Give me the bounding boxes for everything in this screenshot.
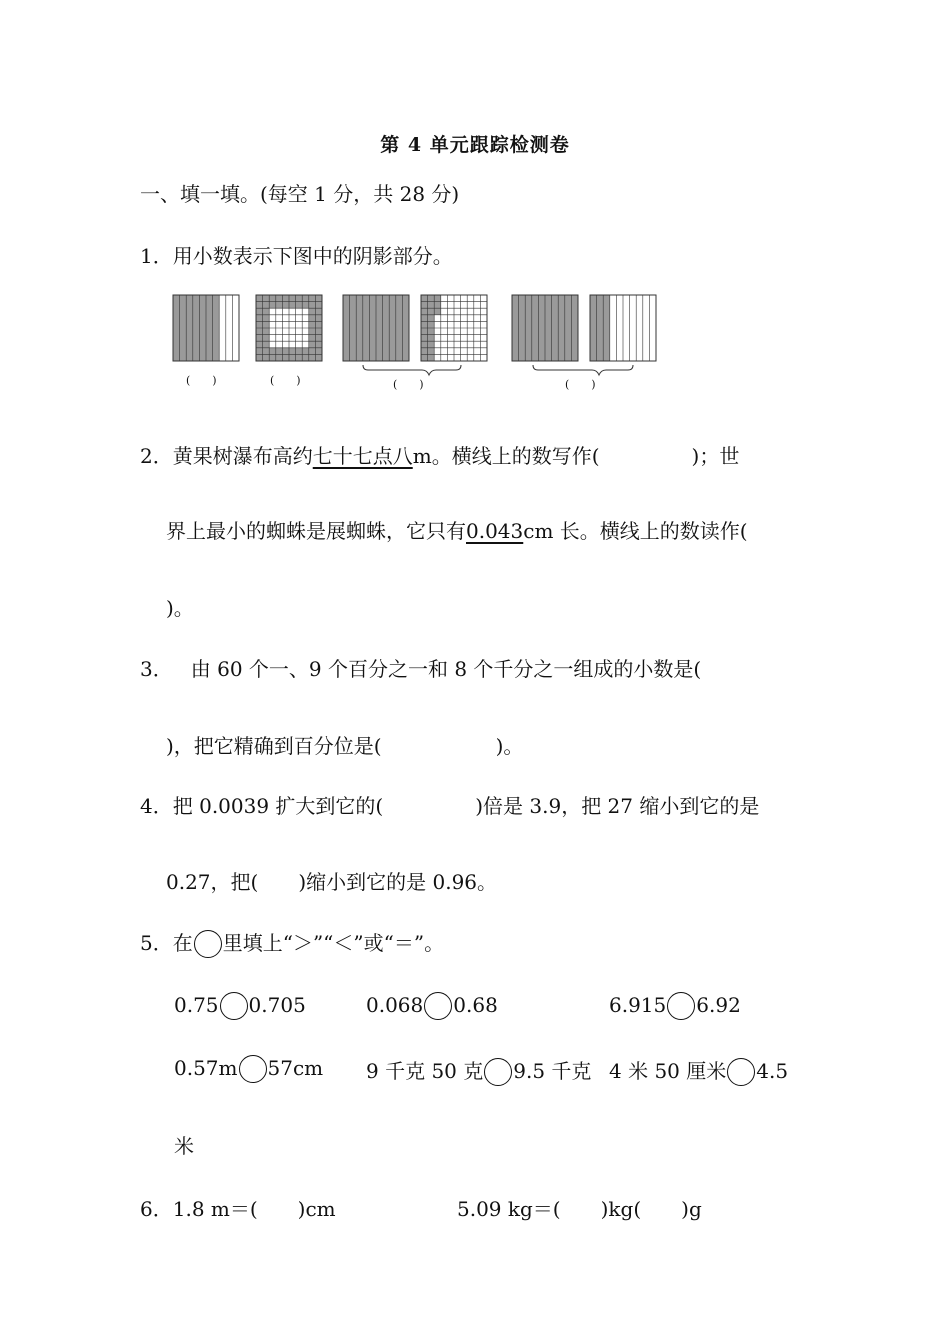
grid-figure-3b xyxy=(421,295,487,361)
compare-item-6: 4 米 50 厘米 4.5 xyxy=(609,1055,788,1086)
compare-item-4: 0.57m 57cm xyxy=(174,1055,323,1083)
compare-circle[interactable] xyxy=(667,992,695,1020)
question-number: 5． xyxy=(140,931,173,955)
brace-figure-3 xyxy=(363,365,461,375)
question-number: 3． xyxy=(140,657,173,681)
answer-blank-4[interactable]: ( ) xyxy=(565,378,596,391)
grid-figure-1 xyxy=(173,295,239,361)
question-5-instruction: 5．在 里填上“＞”“＜”或“＝”。 xyxy=(140,927,444,958)
answer-blank-3[interactable]: ( ) xyxy=(393,378,424,391)
compare-circle[interactable] xyxy=(484,1058,512,1086)
compare-item-1: 0.75 0.705 xyxy=(174,992,306,1020)
grid-figure-4a xyxy=(512,295,578,361)
compare-circle[interactable] xyxy=(239,1055,267,1083)
grid-figure-3a xyxy=(343,295,409,361)
grid-figure-4b xyxy=(590,295,656,361)
compare-item-3: 6.915 6.92 xyxy=(609,992,741,1020)
compare-circle[interactable] xyxy=(727,1058,755,1086)
compare-circle[interactable] xyxy=(424,992,452,1020)
circle-icon xyxy=(194,930,222,958)
compare-item-5: 9 千克 50 克 9.5 千克 xyxy=(366,1055,591,1086)
question-4-line-2: 0.27，把( )缩小到它的是 0.96。 xyxy=(166,870,498,894)
question-number: 6． xyxy=(140,1197,173,1221)
page-title: 第 4 单元跟踪检测卷 xyxy=(380,134,570,156)
answer-blank-2[interactable]: ( ) xyxy=(270,374,301,387)
answer-blank-1[interactable]: ( ) xyxy=(186,374,217,387)
question-1-text: 1．用小数表示下图中的阴影部分。 xyxy=(140,244,453,268)
brace-figure-4 xyxy=(533,365,633,375)
question-number: 2． xyxy=(140,444,173,468)
question-3-line-2: )，把它精确到百分位是( )。 xyxy=(166,734,524,758)
question-2-line-3: )。 xyxy=(166,596,194,620)
compare-item-2: 0.068 0.68 xyxy=(366,992,498,1020)
question-3-line-1: 3． 由 60 个一、9 个百分之一和 8 个千分之一组成的小数是( xyxy=(140,657,702,681)
question-6-part-b: 5.09 kg＝( )kg( )g xyxy=(457,1197,702,1221)
grid-figure-2 xyxy=(256,295,322,361)
question-4-line-1: 4．把 0.0039 扩大到它的( )倍是 3.9，把 27 缩小到它的是 xyxy=(140,794,760,818)
underlined-number: 七十七点八 xyxy=(312,444,413,468)
question-6-part-a: 6．1.8 m＝( )cm xyxy=(140,1197,336,1221)
question-number: 4． xyxy=(140,794,173,818)
question-2-line-2: 界上最小的蜘蛛是展蜘蛛，它只有0.043cm 长。横线上的数读作( xyxy=(166,519,748,543)
underlined-number: 0.043 xyxy=(466,519,524,543)
compare-item-6-unit: 米 xyxy=(174,1134,194,1158)
compare-circle[interactable] xyxy=(220,992,248,1020)
question-2-line-1: 2．黄果树瀑布高约七十七点八m。横线上的数写作( )；世 xyxy=(140,444,740,468)
section-heading: 一、填一填。(每空 1 分，共 28 分) xyxy=(140,182,460,206)
